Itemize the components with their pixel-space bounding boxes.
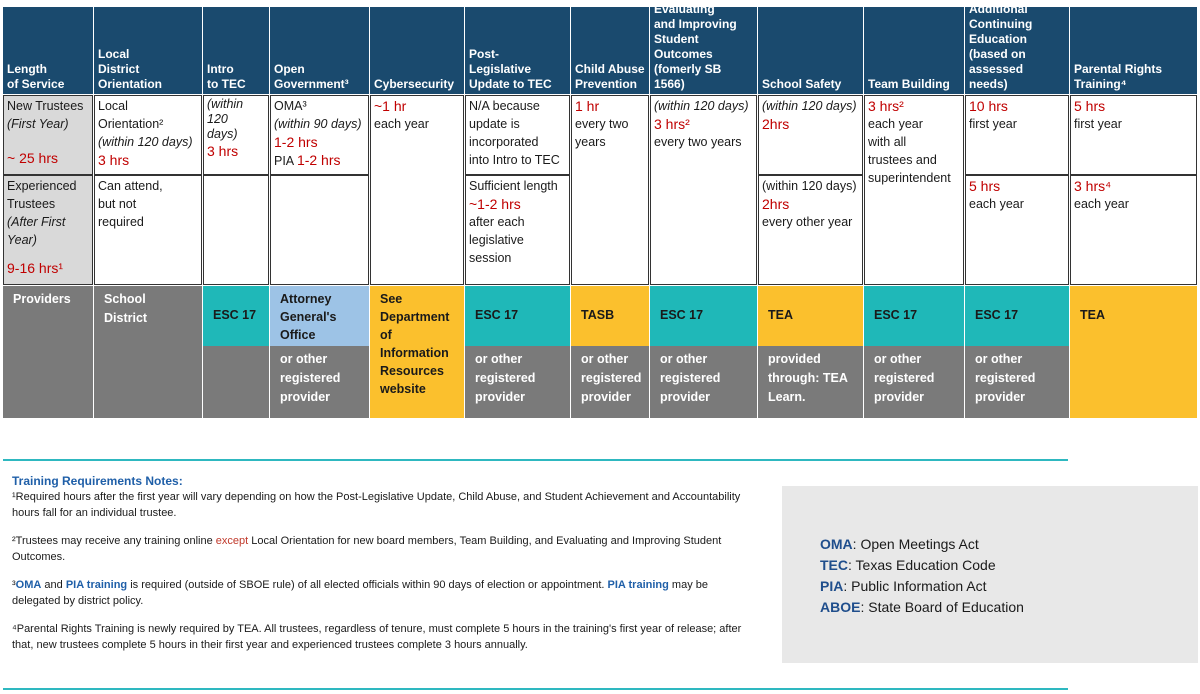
new-local-orientation: Local Orientation² (within 120 days) 3 hrs: [94, 95, 202, 175]
header-cybersecurity: Cybersecurity: [370, 7, 464, 94]
legend-pia: PIA: Public Information Act: [820, 578, 987, 594]
header-local-orientation: Local District Orientation: [94, 7, 202, 94]
legend-aboe: ABOE: State Board of Education: [820, 599, 1024, 615]
provider-intro-esc17: ESC 17: [203, 286, 269, 346]
provider-post-esc17: ESC 17: [465, 286, 570, 346]
notes-title: Training Requirements Notes:: [12, 474, 183, 488]
note-3: ³OMA and PIA training is required (outside of SBOE rule) of all elected officials within 90 days of election or appointment. PIA training may be delegated by district policy.: [12, 579, 708, 607]
header-evaluating: Evaluating and Improving Student Outcomes (fomerly SB 1566): [650, 7, 757, 94]
providers-label: Providers: [3, 286, 93, 418]
exp-additional-ce: 5 hrs each year: [965, 175, 1069, 285]
child-abuse-cell: 1 hr every two years: [571, 95, 649, 285]
legend-tec: TEC: Texas Education Code: [820, 557, 996, 573]
exp-post-legislative: Sufficient length ~1-2 hrs after each legislative session: [465, 175, 570, 285]
abbreviation-legend: [782, 486, 1198, 663]
experienced-trustees-label: Experienced Trustees (After First Year) 9-16 hrs¹: [3, 175, 93, 285]
training-notes: [12, 473, 752, 653]
provider-safety-other: provided through: TEA Learn.: [758, 346, 863, 418]
provider-intro-blank: [203, 346, 269, 418]
note-1: ¹Required hours after the first year will vary depending on how the Post-Legislative Update, Child Abuse, and Student Achievement and Accountability hours fall for an individual trustee.: [12, 491, 741, 519]
header-length-of-service: Length of Service: [3, 7, 93, 94]
provider-post-other: or other registered provider: [465, 346, 570, 418]
new-post-legislative: N/A because update is incorporated into Intro to TEC: [465, 95, 570, 175]
header-parental-rights: Parental Rights Training⁴: [1070, 7, 1197, 94]
header-intro-to-tec: Intro to TEC: [203, 7, 269, 94]
provider-team-other: or other registered provider: [864, 346, 964, 418]
provider-eval-esc17: ESC 17: [650, 286, 757, 346]
provider-og-other: or other registered provider: [270, 346, 369, 418]
exp-open-government: [270, 175, 369, 285]
cybersecurity-cell: ~1 hr each year: [370, 95, 464, 285]
exp-intro-tec: [203, 175, 269, 285]
notes-bottom-divider: [3, 688, 1068, 690]
exp-local-orientation: Can attend, but not required: [94, 175, 202, 285]
provider-team-esc17: ESC 17: [864, 286, 964, 346]
new-school-safety: (within 120 days) 2hrs: [758, 95, 863, 175]
new-open-government: OMA³ (within 90 days) 1-2 hrs PIA 1-2 hrs: [270, 95, 369, 175]
header-school-safety: School Safety: [758, 7, 863, 94]
header-child-abuse: Child Abuse Prevention: [571, 7, 649, 94]
new-additional-ce: 10 hrs first year: [965, 95, 1069, 175]
legend-oma: OMA: Open Meetings Act: [820, 536, 979, 552]
new-trustees-label: New Trustees (First Year) ~ 25 hrs: [3, 95, 93, 175]
exp-school-safety: (within 120 days) 2hrs every other year: [758, 175, 863, 285]
provider-add-esc17: ESC 17: [965, 286, 1069, 346]
provider-school-district: School District: [94, 286, 202, 418]
note-2: ²Trustees may receive any training online except Local Orientation for new board members, Team Building, and Evaluating and Improving Student Outcomes.: [12, 535, 722, 563]
header-post-legislative: Post- Legislative Update to TEC: [465, 7, 570, 94]
header-team-building: Team Building: [864, 7, 964, 94]
evaluating-cell: (within 120 days) 3 hrs² every two years: [650, 95, 757, 285]
team-building-cell: 3 hrs² each year with all trustees and superintendent: [864, 95, 964, 285]
new-intro-tec: (within 120 days) 3 hrs: [203, 95, 269, 175]
provider-safety-tea: TEA: [758, 286, 863, 346]
provider-attorney-general: Attorney General's Office: [270, 286, 369, 346]
notes-top-divider: [3, 459, 1068, 461]
provider-dir-website: See Department of Information Resources website: [370, 286, 464, 418]
provider-tasb: TASB: [571, 286, 649, 346]
note-4: ⁴Parental Rights Training is newly required by TEA. All trustees, regardless of tenure, must complete 5 hours in the training's first year of release; after that, new trustees complete 5 hours in their first year and experienced trustees complete 3 hours annually.: [12, 623, 742, 651]
provider-eval-other: or other registered provider: [650, 346, 757, 418]
provider-add-other: or other registered provider: [965, 346, 1069, 418]
new-parental-rights: 5 hrs first year: [1070, 95, 1197, 175]
header-additional-ce: Additional Continuing Education (based on assessed needs): [965, 7, 1069, 94]
provider-parental-tea: TEA: [1070, 286, 1197, 418]
exp-parental-rights: 3 hrs⁴ each year: [1070, 175, 1197, 285]
header-open-government: Open Government³: [270, 7, 369, 94]
provider-child-other: or other registered provider: [571, 346, 649, 418]
